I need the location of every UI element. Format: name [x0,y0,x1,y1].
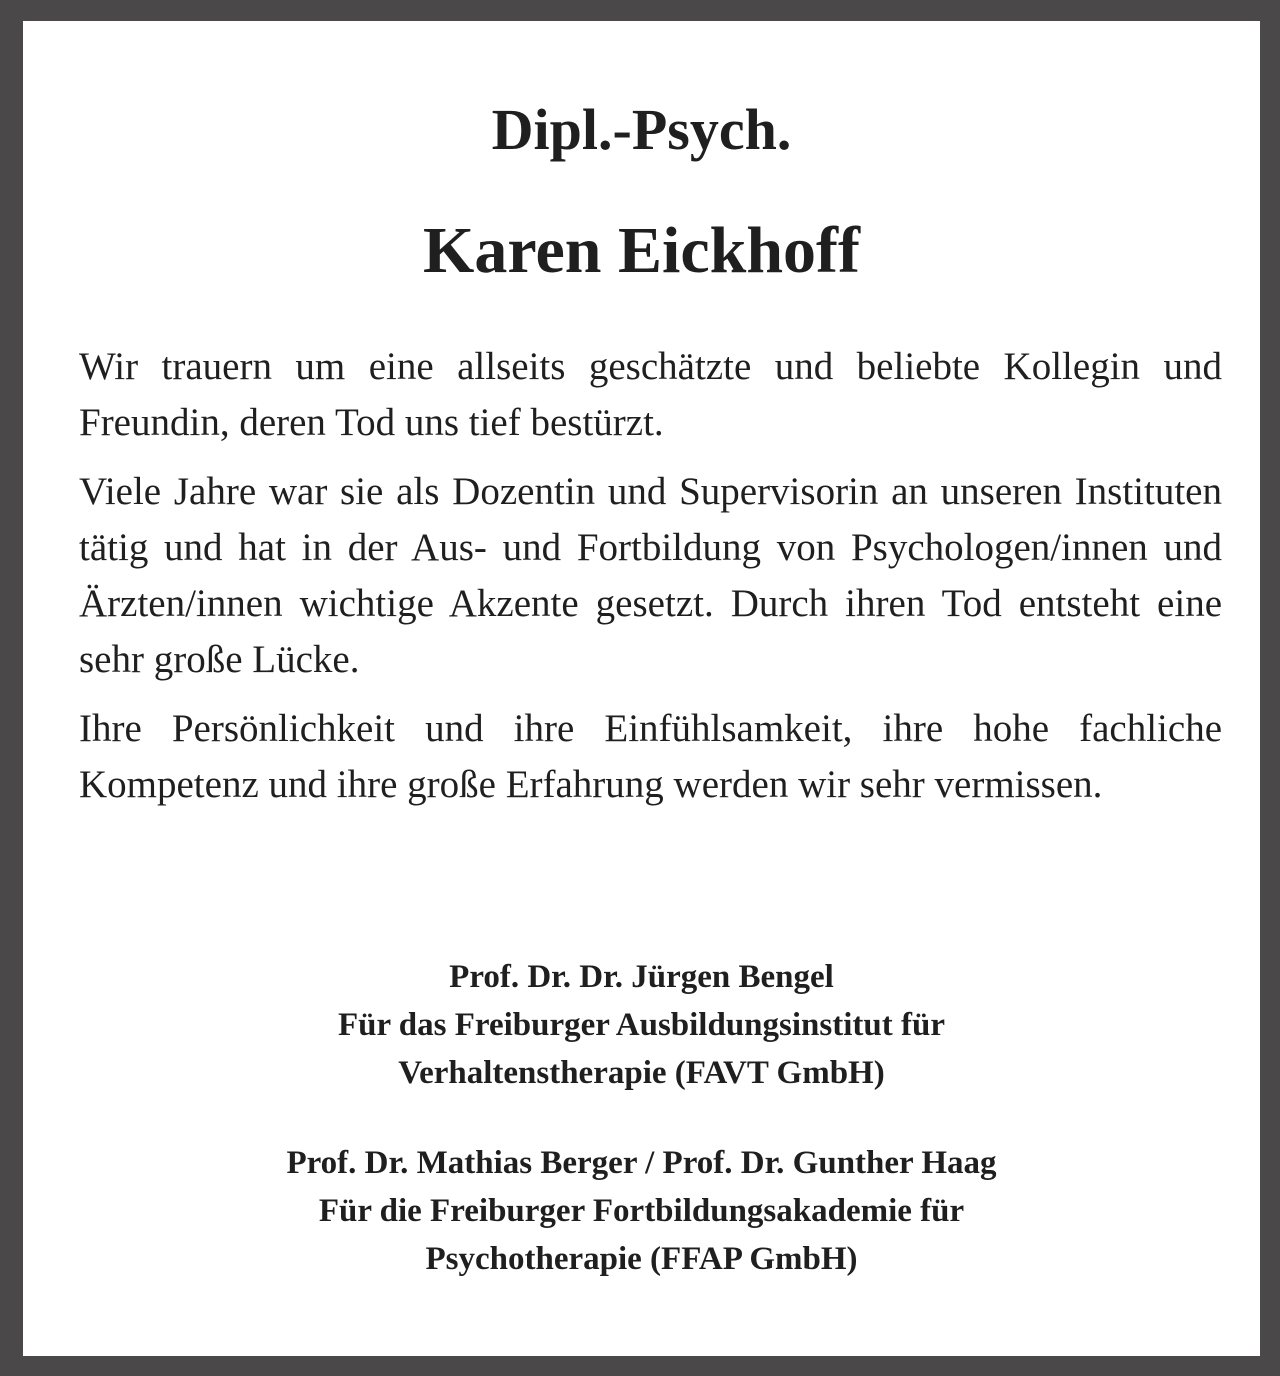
paragraph-career: Viele Jahre war sie als Dozentin und Supervisorin an unseren Instituten tätig und hat in der Aus- und Fortbildung von Psychologen/innen und Ärzten/innen wichtige Akzente gesetzt. Durch ihren Tod entsteht eine sehr große Lücke. [79,470,1222,681]
academic-degree: Dipl.-Psych. [491,97,792,162]
signatures [23,953,1260,1325]
obituary-notice [23,21,1260,1356]
signature-block-ffap [23,1139,1260,1283]
paragraph-tribute: Ihre Persönlichkeit und ihre Einfühlsamkeit, ihre hohe fachliche Kompetenz und ihre große Erfahrung werden wir sehr vermissen. [79,707,1222,806]
signatory-name: Prof. Dr. Dr. Jürgen Bengel [449,959,834,995]
signatory-institution: Für das Freiburger Ausbildungsinstitut für [338,1007,945,1043]
signatory-institution: Für die Freiburger Fortbildungsakademie für [318,1193,965,1229]
paragraph-condolence: Wir trauern um eine allseits geschätzte und beliebte Kollegin und Freundin, deren Tod uns tief bestürzt. [79,345,1222,444]
notice-body [79,339,1222,826]
signatory-institution-name: Verhaltenstherapie (FAVT GmbH) [398,1055,885,1091]
signature-block-favt [23,953,1260,1097]
signatory-name: Prof. Dr. Mathias Berger / Prof. Dr. Gunther Haag [286,1145,997,1181]
signatory-institution-name: Psychotherapie (FFAP GmbH) [425,1241,858,1277]
deceased-name: Karen Eickhoff [423,214,860,287]
